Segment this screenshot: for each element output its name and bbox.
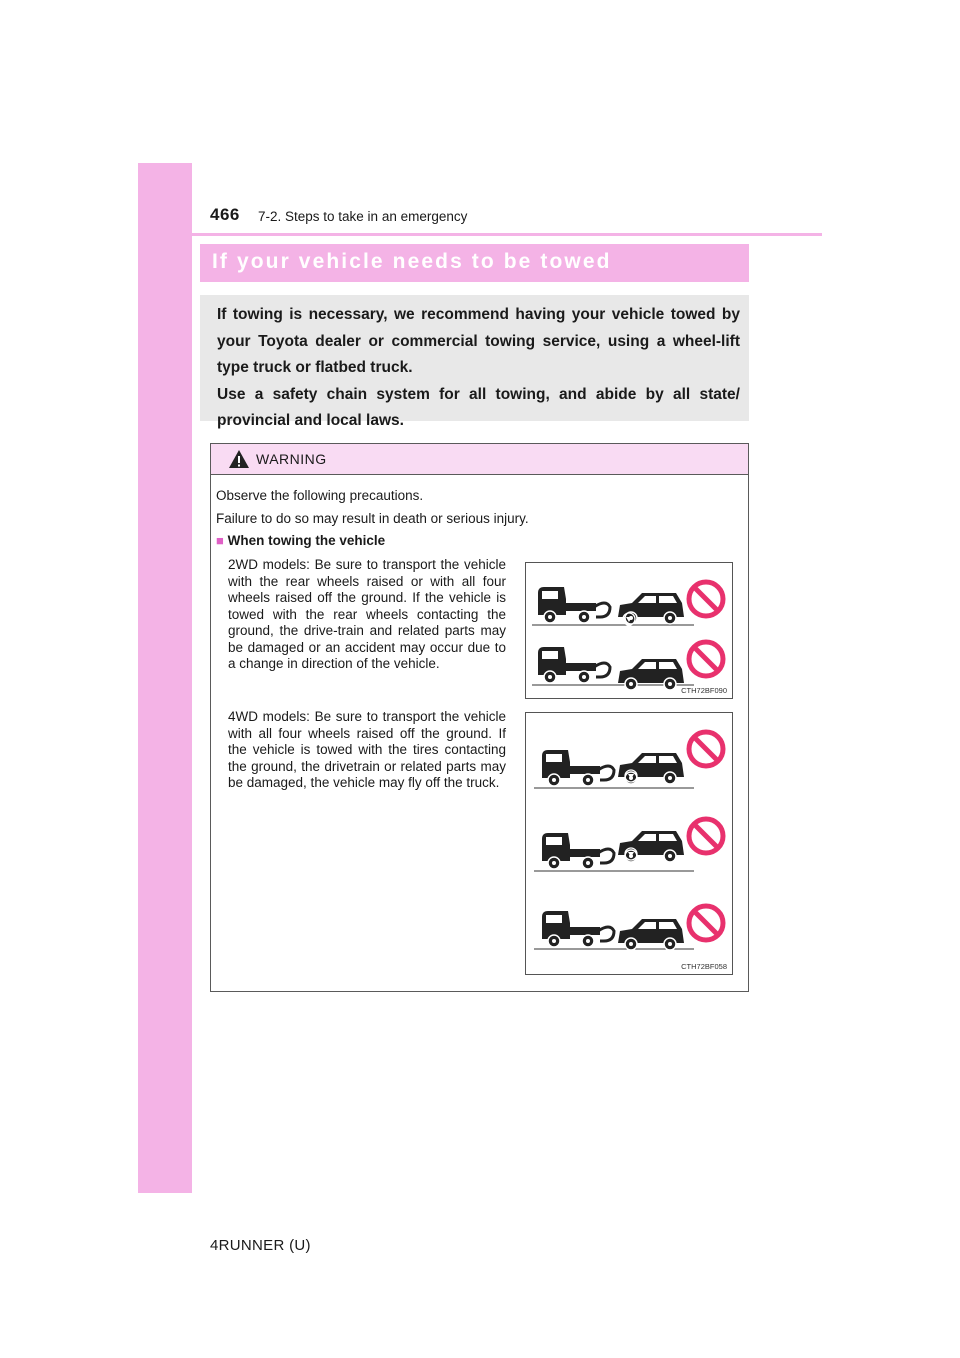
page-number: 466 xyxy=(210,205,240,224)
section-title: 7-2. Steps to take in an emergency xyxy=(258,209,468,224)
paragraph-4wd: 4WD models: Be sure to transport the vehicle with all four wheels raised off the ground. If the vehicle is towed with the tires contacting the ground, the drivetrain or related parts may be damaged, the vehicle may fly off the truck. xyxy=(228,709,506,790)
subheading: When towing the vehicle xyxy=(227,533,386,548)
injury-text: Failure to do so may result in death or serious injury. xyxy=(216,511,529,526)
warning-header xyxy=(211,444,748,475)
towing-illustration-2wd xyxy=(526,563,732,698)
intro-paragraph-2: Use a safety chain system for all towing, and abide by all state/ provincial and local laws. xyxy=(217,385,740,429)
tow-truck-icon xyxy=(542,750,614,786)
suv-icon xyxy=(618,753,684,784)
warning-box xyxy=(210,443,749,992)
figure-4wd-towing xyxy=(525,712,733,975)
title-bar xyxy=(200,244,749,282)
suv-icon xyxy=(618,831,684,862)
warning-label: WARNING xyxy=(256,451,327,467)
prohibited-icon xyxy=(689,906,723,940)
tow-truck-icon xyxy=(538,647,610,683)
page-title: If your vehicle needs to be towed xyxy=(212,250,612,273)
chapter-sidebar-tab xyxy=(138,163,192,1193)
footer-model: 4RUNNER (U) xyxy=(210,1237,311,1254)
paragraph-2wd: 2WD models: Be sure to transport the vehicle with the rear wheels raised or with all four wheels raised off the ground. If the vehicle is towed with the rear wheels contacting the ground, the drive-train and related parts may be damaged or an accident may occur due to a change in direction of the vehicle. xyxy=(228,557,506,671)
subheading-row xyxy=(216,533,385,548)
warning-triangle-icon xyxy=(228,449,250,469)
towing-illustration-4wd xyxy=(526,713,732,974)
figure-2wd-towing xyxy=(525,562,733,699)
suv-icon xyxy=(618,919,684,950)
intro-box xyxy=(200,295,749,429)
intro-paragraph-1: If towing is necessary, we recommend having your vehicle towed by your Toyota dealer or commercial towing service, using a wheel-lift type truck or flatbed truck. xyxy=(217,306,740,376)
tow-truck-icon xyxy=(542,833,614,869)
header-rule xyxy=(192,233,822,236)
tow-truck-icon xyxy=(538,587,610,623)
figure-code: CTH72BF058 xyxy=(681,962,727,971)
prohibited-icon xyxy=(689,732,723,766)
figure-code: CTH72BF090 xyxy=(681,686,727,695)
precaution-text: Observe the following precautions. xyxy=(216,488,424,503)
tow-truck-icon xyxy=(542,911,614,947)
prohibited-icon xyxy=(689,819,723,853)
prohibited-icon xyxy=(689,642,723,676)
bullet-square: ■ xyxy=(216,533,224,548)
prohibited-icon xyxy=(689,582,723,616)
